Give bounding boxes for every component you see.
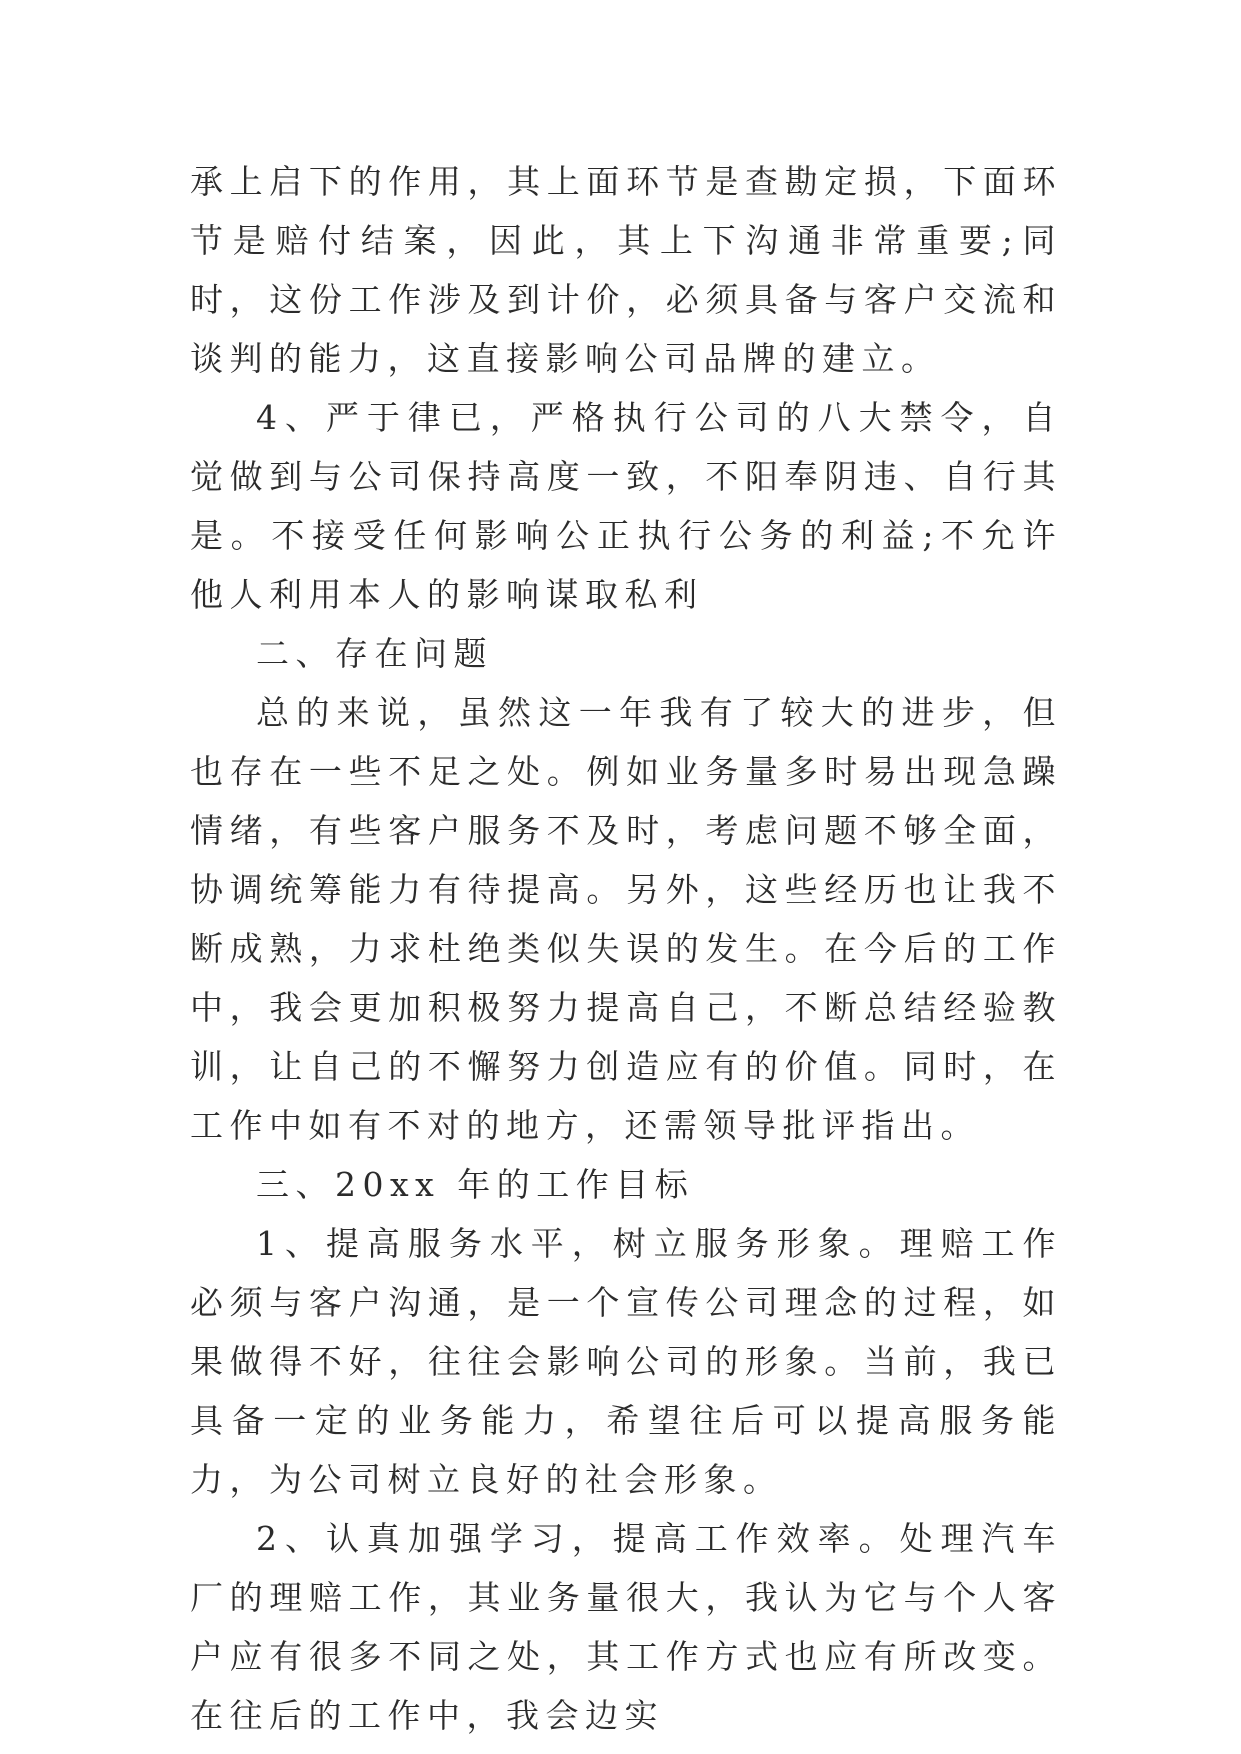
- paragraph-goal-1: 1、提高服务水平，树立服务形象。理赔工作必须与客户沟通，是一个宣传公司理念的过程，如果做得不好，往往会影响公司的形象。当前，我已具备一定的业务能力，希望往后可以提高服务能力，为公司树立良好的社会形象。: [190, 1224, 1062, 1499]
- section-heading-problems: 二、存在问题: [256, 634, 493, 673]
- paragraph-continuation: 承上启下的作用，其上面环节是查勘定损，下面环节是赔付结案，因此，其上下沟通非常重要;同时，这份工作涉及到计价，必须具备与客户交流和谈判的能力，这直接影响公司品牌的建立。: [190, 162, 1062, 378]
- section-heading-goals: 三、20xx 年的工作目标: [256, 1165, 695, 1204]
- paragraph-item-4: 4、严于律已，严格执行公司的八大禁令，自觉做到与公司保持高度一致，不阳奉阴违、自行其是。不接受任何影响公正执行公务的利益;不允许他人利用本人的影响谋取私利: [190, 398, 1062, 614]
- paragraph-problems: 总的来说，虽然这一年我有了较大的进步，但也存在一些不足之处。例如业务量多时易出现急躁情绪，有些客户服务不及时，考虑问题不够全面，协调统筹能力有待提高。另外，这些经历也让我不断成熟，力求杜绝类似失误的发生。在今后的工作中，我会更加积极努力提高自己，不断总结经验教训，让自己的不懈努力创造应有的价值。同时，在工作中如有不对的地方，还需领导批评指出。: [190, 693, 1062, 1145]
- document-body: [190, 152, 1062, 1745]
- paragraph-goal-2: 2、认真加强学习，提高工作效率。处理汽车厂的理赔工作，其业务量很大，我认为它与个人客户应有很多不同之处，其工作方式也应有所改变。在往后的工作中，我会边实: [190, 1519, 1062, 1735]
